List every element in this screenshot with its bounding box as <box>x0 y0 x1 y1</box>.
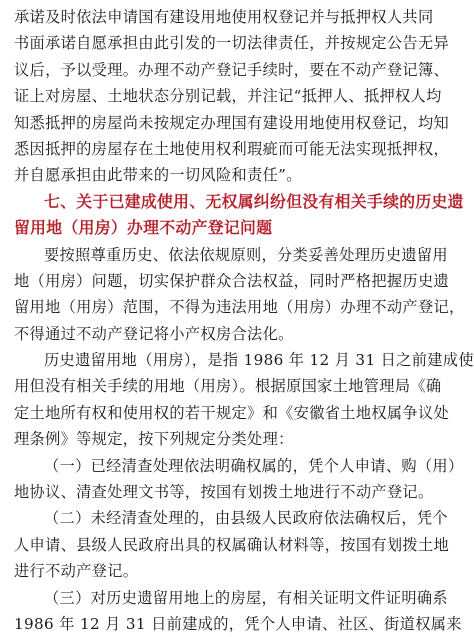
paragraph-line: 地协议、清查处理文书等，按国有划拨土地进行不动产登记。 <box>14 483 434 502</box>
paragraph-line: 留用地（用房）范围，不得为违法用地（用房）办理不动产登记， <box>14 298 465 317</box>
paragraph-line: 定土地所有权和使用权的若干规定》和《安徽省土地权属争议处 <box>14 403 450 422</box>
paragraph-line: 并自愿承担由此带来的一切风险和责任”。 <box>14 166 302 185</box>
section-heading-line: 七、关于已建成使用、无权属纠纷但没有相关手续的历史遗 <box>44 191 464 211</box>
paragraph-line: 悉因抵押的房屋存在土地使用权利瑕疵而可能无法实现抵押权， <box>14 139 450 158</box>
paragraph-line: （二）未经清查处理的，由县级人民政府依法确权后，凭个 <box>44 509 448 528</box>
paragraph-line: 地（用房）问题，切实保护群众合法权益，同时严格把握历史遗 <box>14 271 450 290</box>
paragraph-line: 人申请、县级人民政府出具的权属确认材料等，按国有划拨土地 <box>14 535 450 554</box>
section-heading-line: 留用地（用房）办理不动产登记问题 <box>14 218 273 238</box>
paragraph-line: 书面承诺自愿承担由此引发的一切法律责任，并按规定公告无异 <box>14 34 450 53</box>
paragraph-line: （一）已经清查处理依法明确权属的，凭个人申请、购（用） <box>44 456 464 475</box>
paragraph-line: 用但没有相关手续的用地（用房）。根据原国家土地管理局《确 <box>14 377 442 396</box>
document-body <box>14 4 474 637</box>
paragraph-line: （三）对历史遗留用地上的房屋，有相关证明文件证明确系 <box>44 588 448 607</box>
paragraph-line: 历史遗留用地（用房），是指 1986 年 12 月 31 日之前建成使 <box>44 351 474 370</box>
paragraph-line: 不得通过不动产登记将小产权房合法化。 <box>14 324 294 343</box>
paragraph-line: 要按照尊重历史、依法依规原则，分类妥善处理历史遗留用 <box>44 245 448 264</box>
paragraph-line: 证上对房屋、土地状态分别记载，并注记“抵押人、抵押权人均 <box>14 87 442 106</box>
paragraph-line: 1986 年 12 月 31 日前建成的，凭个人申请、社区、街道权属来 <box>14 614 462 633</box>
paragraph-line: 议后，予以受理。办理不动产登记手续时，要在不动产登记簿、 <box>14 60 450 79</box>
paragraph-line: 知悉抵押的房屋尚未按规定办理国有建设用地使用权登记，均知 <box>14 113 450 132</box>
paragraph-line: 承诺及时依法申请国有建设用地使用权登记并与抵押权人共同 <box>14 8 434 26</box>
paragraph-line: 理条例》等规定，按下列规定分类处理： <box>14 430 294 449</box>
paragraph-line: 进行不动产登记。 <box>14 562 139 581</box>
